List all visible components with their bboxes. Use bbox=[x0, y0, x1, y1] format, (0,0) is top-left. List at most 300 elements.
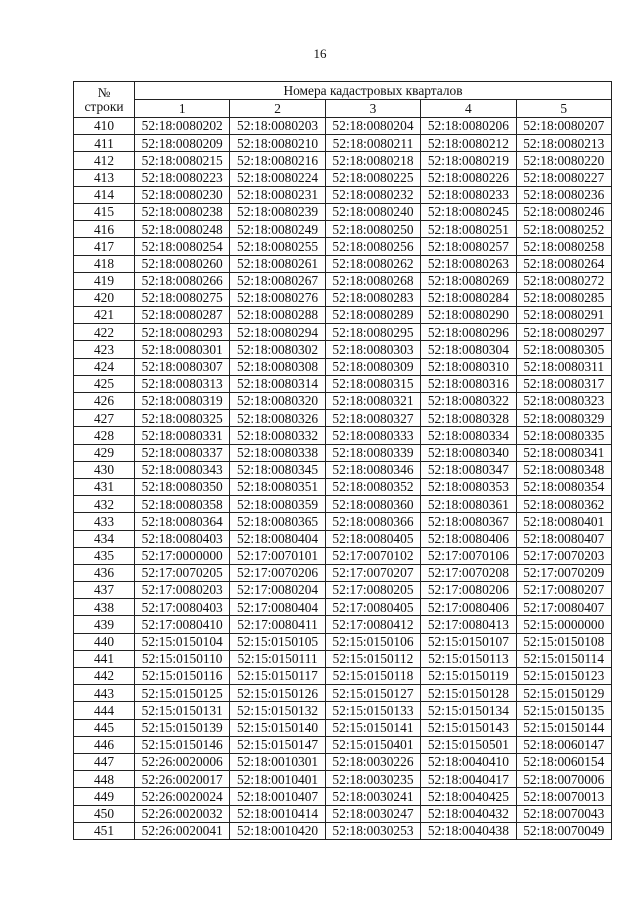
row-number-cell: 433 bbox=[74, 513, 135, 530]
row-number-cell: 442 bbox=[74, 668, 135, 685]
cadastral-number-cell: 52:18:0080289 bbox=[325, 307, 420, 324]
cadastral-number-cell: 52:18:0080346 bbox=[325, 461, 420, 478]
cadastral-number-cell: 52:17:0080203 bbox=[135, 582, 230, 599]
cadastral-number-cell: 52:18:0080227 bbox=[516, 169, 611, 186]
cadastral-number-cell: 52:18:0080285 bbox=[516, 289, 611, 306]
cadastral-number-cell: 52:18:0040425 bbox=[421, 788, 516, 805]
table-row bbox=[74, 203, 612, 220]
cadastral-number-cell: 52:15:0150119 bbox=[421, 668, 516, 685]
cadastral-number-cell: 52:18:0080307 bbox=[135, 358, 230, 375]
table-row bbox=[74, 650, 612, 667]
cadastral-number-cell: 52:18:0080310 bbox=[421, 358, 516, 375]
table-row bbox=[74, 719, 612, 736]
row-number-cell: 449 bbox=[74, 788, 135, 805]
cadastral-number-cell: 52:15:0150104 bbox=[135, 633, 230, 650]
row-number-cell: 418 bbox=[74, 255, 135, 272]
row-number-cell: 439 bbox=[74, 616, 135, 633]
cadastral-number-cell: 52:18:0080258 bbox=[516, 238, 611, 255]
cadastral-number-cell: 52:18:0080334 bbox=[421, 427, 516, 444]
cadastral-number-cell: 52:17:0080206 bbox=[421, 582, 516, 599]
cadastral-number-cell: 52:18:0040432 bbox=[421, 805, 516, 822]
cadastral-number-cell: 52:18:0080365 bbox=[230, 513, 325, 530]
cadastral-number-cell: 52:18:0040438 bbox=[421, 822, 516, 839]
cadastral-number-cell: 52:18:0080225 bbox=[325, 169, 420, 186]
cadastral-number-cell: 52:15:0150501 bbox=[421, 736, 516, 753]
cadastral-number-cell: 52:18:0080322 bbox=[421, 393, 516, 410]
row-number-cell: 417 bbox=[74, 238, 135, 255]
cadastral-number-cell: 52:18:0080268 bbox=[325, 272, 420, 289]
row-number-cell: 413 bbox=[74, 169, 135, 186]
cadastral-number-cell: 52:18:0080202 bbox=[135, 118, 230, 135]
cadastral-number-cell: 52:15:0150401 bbox=[325, 736, 420, 753]
cadastral-number-cell: 52:18:0080326 bbox=[230, 410, 325, 427]
cadastral-number-cell: 52:18:0080206 bbox=[421, 118, 516, 135]
table-row bbox=[74, 478, 612, 495]
table-row bbox=[74, 822, 612, 839]
table-row bbox=[74, 805, 612, 822]
cadastral-number-cell: 52:18:0080213 bbox=[516, 135, 611, 152]
cadastral-number-cell: 52:18:0080404 bbox=[230, 530, 325, 547]
cadastral-number-cell: 52:18:0080337 bbox=[135, 444, 230, 461]
cadastral-number-cell: 52:18:0080218 bbox=[325, 152, 420, 169]
table-row bbox=[74, 375, 612, 392]
table-row bbox=[74, 753, 612, 770]
cadastral-number-cell: 52:18:0080295 bbox=[325, 324, 420, 341]
cadastral-quarters-table bbox=[73, 81, 612, 840]
cadastral-number-cell: 52:15:0150111 bbox=[230, 650, 325, 667]
table-row bbox=[74, 221, 612, 238]
table-row bbox=[74, 427, 612, 444]
table-row bbox=[74, 461, 612, 478]
row-number-cell: 421 bbox=[74, 307, 135, 324]
cadastral-number-cell: 52:15:0150127 bbox=[325, 685, 420, 702]
cadastral-number-cell: 52:18:0080321 bbox=[325, 393, 420, 410]
cadastral-number-cell: 52:18:0080260 bbox=[135, 255, 230, 272]
row-number-cell: 428 bbox=[74, 427, 135, 444]
table-row bbox=[74, 307, 612, 324]
table-row bbox=[74, 582, 612, 599]
row-number-cell: 415 bbox=[74, 203, 135, 220]
cadastral-number-cell: 52:18:0080314 bbox=[230, 375, 325, 392]
cadastral-number-cell: 52:18:0010414 bbox=[230, 805, 325, 822]
row-number-header bbox=[74, 82, 135, 118]
cadastral-number-cell: 52:17:0080207 bbox=[516, 582, 611, 599]
table-row bbox=[74, 289, 612, 306]
cadastral-number-cell: 52:18:0080224 bbox=[230, 169, 325, 186]
cadastral-number-cell: 52:15:0150114 bbox=[516, 650, 611, 667]
row-number-cell: 425 bbox=[74, 375, 135, 392]
cadastral-number-cell: 52:18:0080254 bbox=[135, 238, 230, 255]
cadastral-number-cell: 52:18:0080362 bbox=[516, 496, 611, 513]
cadastral-number-cell: 52:18:0080275 bbox=[135, 289, 230, 306]
table-row bbox=[74, 564, 612, 581]
cadastral-number-cell: 52:18:0080301 bbox=[135, 341, 230, 358]
cadastral-number-cell: 52:18:0080338 bbox=[230, 444, 325, 461]
table-row bbox=[74, 341, 612, 358]
cadastral-number-cell: 52:15:0150132 bbox=[230, 702, 325, 719]
cadastral-number-cell: 52:18:0010301 bbox=[230, 753, 325, 770]
cadastral-number-cell: 52:18:0080240 bbox=[325, 203, 420, 220]
cadastral-number-cell: 52:15:0150106 bbox=[325, 633, 420, 650]
cadastral-number-cell: 52:17:0000000 bbox=[135, 547, 230, 564]
row-number-cell: 445 bbox=[74, 719, 135, 736]
cadastral-number-cell: 52:18:0080236 bbox=[516, 186, 611, 203]
cadastral-number-cell: 52:17:0070101 bbox=[230, 547, 325, 564]
cadastral-number-cell: 52:18:0080331 bbox=[135, 427, 230, 444]
cadastral-number-cell: 52:18:0080250 bbox=[325, 221, 420, 238]
cadastral-number-cell: 52:15:0150147 bbox=[230, 736, 325, 753]
cadastral-number-cell: 52:17:0070209 bbox=[516, 564, 611, 581]
row-number-cell: 451 bbox=[74, 822, 135, 839]
table-row bbox=[74, 358, 612, 375]
cadastral-number-cell: 52:18:0080316 bbox=[421, 375, 516, 392]
cadastral-number-cell: 52:18:0070006 bbox=[516, 771, 611, 788]
cadastral-number-cell: 52:18:0070013 bbox=[516, 788, 611, 805]
row-number-cell: 438 bbox=[74, 599, 135, 616]
cadastral-number-cell: 52:18:0080351 bbox=[230, 478, 325, 495]
cadastral-number-cell: 52:18:0080204 bbox=[325, 118, 420, 135]
cadastral-number-cell: 52:17:0080412 bbox=[325, 616, 420, 633]
cadastral-number-cell: 52:18:0080256 bbox=[325, 238, 420, 255]
cadastral-number-cell: 52:18:0080238 bbox=[135, 203, 230, 220]
cadastral-number-cell: 52:18:0080359 bbox=[230, 496, 325, 513]
row-number-cell: 419 bbox=[74, 272, 135, 289]
cadastral-number-cell: 52:15:0150128 bbox=[421, 685, 516, 702]
cadastral-number-cell: 52:15:0000000 bbox=[516, 616, 611, 633]
row-number-cell: 432 bbox=[74, 496, 135, 513]
cadastral-number-cell: 52:18:0080325 bbox=[135, 410, 230, 427]
row-number-cell: 427 bbox=[74, 410, 135, 427]
cadastral-number-cell: 52:15:0150141 bbox=[325, 719, 420, 736]
cadastral-number-cell: 52:18:0080360 bbox=[325, 496, 420, 513]
row-number-cell: 436 bbox=[74, 564, 135, 581]
row-number-cell: 426 bbox=[74, 393, 135, 410]
cadastral-number-cell: 52:18:0080335 bbox=[516, 427, 611, 444]
cadastral-number-cell: 52:18:0060154 bbox=[516, 753, 611, 770]
cadastral-number-cell: 52:18:0080219 bbox=[421, 152, 516, 169]
cadastral-number-cell: 52:18:0080293 bbox=[135, 324, 230, 341]
cadastral-number-cell: 52:18:0080311 bbox=[516, 358, 611, 375]
cadastral-number-cell: 52:15:0150123 bbox=[516, 668, 611, 685]
row-number-cell: 437 bbox=[74, 582, 135, 599]
cadastral-number-cell: 52:18:0080276 bbox=[230, 289, 325, 306]
cadastral-number-cell: 52:18:0080290 bbox=[421, 307, 516, 324]
cadastral-number-cell: 52:18:0080212 bbox=[421, 135, 516, 152]
table-body bbox=[74, 118, 612, 840]
table-row bbox=[74, 736, 612, 753]
cadastral-number-cell: 52:18:0080367 bbox=[421, 513, 516, 530]
cadastral-number-cell: 52:18:0080296 bbox=[421, 324, 516, 341]
row-number-cell: 443 bbox=[74, 685, 135, 702]
cadastral-number-cell: 52:18:0080266 bbox=[135, 272, 230, 289]
cadastral-number-cell: 52:17:0080410 bbox=[135, 616, 230, 633]
cadastral-number-cell: 52:15:0150107 bbox=[421, 633, 516, 650]
row-number-cell: 446 bbox=[74, 736, 135, 753]
row-number-cell: 440 bbox=[74, 633, 135, 650]
cadastral-number-cell: 52:18:0080261 bbox=[230, 255, 325, 272]
table-row bbox=[74, 135, 612, 152]
column-number-header: 2 bbox=[230, 100, 325, 118]
cadastral-number-cell: 52:18:0080226 bbox=[421, 169, 516, 186]
cadastral-number-cell: 52:18:0080223 bbox=[135, 169, 230, 186]
cadastral-number-cell: 52:18:0080248 bbox=[135, 221, 230, 238]
row-number-cell: 430 bbox=[74, 461, 135, 478]
cadastral-number-cell: 52:18:0080323 bbox=[516, 393, 611, 410]
cadastral-number-cell: 52:15:0150112 bbox=[325, 650, 420, 667]
table-header bbox=[74, 82, 612, 118]
cadastral-number-cell: 52:18:0080303 bbox=[325, 341, 420, 358]
cadastral-number-cell: 52:18:0080245 bbox=[421, 203, 516, 220]
row-number-cell: 412 bbox=[74, 152, 135, 169]
cadastral-number-cell: 52:17:0080413 bbox=[421, 616, 516, 633]
table-row bbox=[74, 444, 612, 461]
cadastral-number-cell: 52:18:0080267 bbox=[230, 272, 325, 289]
column-number-header: 4 bbox=[421, 100, 516, 118]
cadastral-number-cell: 52:15:0150113 bbox=[421, 650, 516, 667]
cadastral-number-cell: 52:17:0070102 bbox=[325, 547, 420, 564]
cadastral-number-cell: 52:18:0030226 bbox=[325, 753, 420, 770]
cadastral-number-cell: 52:18:0080304 bbox=[421, 341, 516, 358]
cadastral-number-cell: 52:15:0150135 bbox=[516, 702, 611, 719]
row-number-cell: 444 bbox=[74, 702, 135, 719]
cadastral-number-cell: 52:15:0150118 bbox=[325, 668, 420, 685]
table-row bbox=[74, 702, 612, 719]
cadastral-number-cell: 52:18:0080291 bbox=[516, 307, 611, 324]
cadastral-number-cell: 52:26:0020017 bbox=[135, 771, 230, 788]
table-row bbox=[74, 238, 612, 255]
cadastral-number-cell: 52:18:0080319 bbox=[135, 393, 230, 410]
row-number-cell: 434 bbox=[74, 530, 135, 547]
table-row bbox=[74, 788, 612, 805]
cadastral-number-cell: 52:18:0080294 bbox=[230, 324, 325, 341]
cadastral-number-cell: 52:17:0080406 bbox=[421, 599, 516, 616]
cadastral-number-cell: 52:18:0080345 bbox=[230, 461, 325, 478]
cadastral-number-cell: 52:18:0080343 bbox=[135, 461, 230, 478]
cadastral-number-cell: 52:15:0150139 bbox=[135, 719, 230, 736]
cadastral-number-cell: 52:15:0150146 bbox=[135, 736, 230, 753]
cadastral-number-cell: 52:18:0080320 bbox=[230, 393, 325, 410]
cadastral-number-cell: 52:17:0070203 bbox=[516, 547, 611, 564]
table-row bbox=[74, 169, 612, 186]
cadastral-number-cell: 52:18:0030235 bbox=[325, 771, 420, 788]
cadastral-number-cell: 52:18:0080207 bbox=[516, 118, 611, 135]
cadastral-number-cell: 52:18:0080405 bbox=[325, 530, 420, 547]
cadastral-number-cell: 52:18:0080328 bbox=[421, 410, 516, 427]
row-number-cell: 447 bbox=[74, 753, 135, 770]
table-row bbox=[74, 547, 612, 564]
cadastral-number-cell: 52:18:0080297 bbox=[516, 324, 611, 341]
row-number-cell: 448 bbox=[74, 771, 135, 788]
cadastral-number-cell: 52:18:0080203 bbox=[230, 118, 325, 135]
cadastral-number-cell: 52:18:0080263 bbox=[421, 255, 516, 272]
cadastral-number-cell: 52:18:0010407 bbox=[230, 788, 325, 805]
cadastral-number-cell: 52:18:0040417 bbox=[421, 771, 516, 788]
cadastral-number-cell: 52:18:0010401 bbox=[230, 771, 325, 788]
cadastral-number-cell: 52:15:0150126 bbox=[230, 685, 325, 702]
group-title-header: Номера кадастровых кварталов bbox=[135, 82, 612, 100]
table-row bbox=[74, 255, 612, 272]
row-number-cell: 416 bbox=[74, 221, 135, 238]
cadastral-number-cell: 52:15:0150110 bbox=[135, 650, 230, 667]
cadastral-number-cell: 52:18:0080264 bbox=[516, 255, 611, 272]
cadastral-number-cell: 52:17:0070205 bbox=[135, 564, 230, 581]
column-number-header: 5 bbox=[516, 100, 611, 118]
cadastral-number-cell: 52:18:0080315 bbox=[325, 375, 420, 392]
cadastral-number-cell: 52:26:0020006 bbox=[135, 753, 230, 770]
column-number-header: 3 bbox=[325, 100, 420, 118]
cadastral-number-cell: 52:17:0080407 bbox=[516, 599, 611, 616]
cadastral-number-cell: 52:18:0030247 bbox=[325, 805, 420, 822]
cadastral-number-cell: 52:18:0080262 bbox=[325, 255, 420, 272]
cadastral-number-cell: 52:17:0070208 bbox=[421, 564, 516, 581]
cadastral-number-cell: 52:15:0150143 bbox=[421, 719, 516, 736]
cadastral-number-cell: 52:18:0080305 bbox=[516, 341, 611, 358]
cadastral-number-cell: 52:18:0080211 bbox=[325, 135, 420, 152]
row-number-cell: 431 bbox=[74, 478, 135, 495]
table-row bbox=[74, 410, 612, 427]
row-number-header-line1: № bbox=[97, 85, 111, 101]
cadastral-number-cell: 52:15:0150134 bbox=[421, 702, 516, 719]
cadastral-number-cell: 52:18:0080406 bbox=[421, 530, 516, 547]
cadastral-number-cell: 52:18:0080327 bbox=[325, 410, 420, 427]
cadastral-number-cell: 52:18:0080350 bbox=[135, 478, 230, 495]
cadastral-number-cell: 52:18:0080209 bbox=[135, 135, 230, 152]
cadastral-number-cell: 52:18:0080401 bbox=[516, 513, 611, 530]
cadastral-number-cell: 52:18:0080358 bbox=[135, 496, 230, 513]
cadastral-number-cell: 52:18:0080246 bbox=[516, 203, 611, 220]
cadastral-number-cell: 52:18:0060147 bbox=[516, 736, 611, 753]
cadastral-number-cell: 52:18:0080341 bbox=[516, 444, 611, 461]
cadastral-number-cell: 52:15:0150144 bbox=[516, 719, 611, 736]
cadastral-number-cell: 52:26:0020024 bbox=[135, 788, 230, 805]
cadastral-number-cell: 52:17:0070207 bbox=[325, 564, 420, 581]
cadastral-number-cell: 52:15:0150140 bbox=[230, 719, 325, 736]
cadastral-number-cell: 52:18:0080287 bbox=[135, 307, 230, 324]
row-number-cell: 450 bbox=[74, 805, 135, 822]
cadastral-number-cell: 52:18:0080210 bbox=[230, 135, 325, 152]
cadastral-number-cell: 52:18:0080257 bbox=[421, 238, 516, 255]
table-row bbox=[74, 530, 612, 547]
cadastral-number-cell: 52:18:0080329 bbox=[516, 410, 611, 427]
cadastral-number-cell: 52:18:0080317 bbox=[516, 375, 611, 392]
row-number-cell: 423 bbox=[74, 341, 135, 358]
cadastral-number-cell: 52:18:0080251 bbox=[421, 221, 516, 238]
cadastral-number-cell: 52:18:0030241 bbox=[325, 788, 420, 805]
cadastral-number-cell: 52:17:0070106 bbox=[421, 547, 516, 564]
table-row bbox=[74, 496, 612, 513]
cadastral-number-cell: 52:18:0080302 bbox=[230, 341, 325, 358]
cadastral-number-cell: 52:18:0080364 bbox=[135, 513, 230, 530]
cadastral-number-cell: 52:15:0150129 bbox=[516, 685, 611, 702]
table-row bbox=[74, 616, 612, 633]
cadastral-number-cell: 52:18:0080361 bbox=[421, 496, 516, 513]
cadastral-number-cell: 52:18:0080230 bbox=[135, 186, 230, 203]
cadastral-number-cell: 52:18:0080288 bbox=[230, 307, 325, 324]
cadastral-number-cell: 52:18:0080269 bbox=[421, 272, 516, 289]
table-row bbox=[74, 771, 612, 788]
row-number-header-line2: строки bbox=[84, 98, 124, 114]
cadastral-number-cell: 52:26:0020041 bbox=[135, 822, 230, 839]
cadastral-number-cell: 52:18:0080216 bbox=[230, 152, 325, 169]
column-number-header: 1 bbox=[135, 100, 230, 118]
cadastral-number-cell: 52:18:0080353 bbox=[421, 478, 516, 495]
cadastral-number-cell: 52:18:0080231 bbox=[230, 186, 325, 203]
cadastral-number-cell: 52:18:0080233 bbox=[421, 186, 516, 203]
cadastral-number-cell: 52:18:0070049 bbox=[516, 822, 611, 839]
cadastral-number-cell: 52:18:0080339 bbox=[325, 444, 420, 461]
table-row bbox=[74, 118, 612, 135]
cadastral-number-cell: 52:15:0150108 bbox=[516, 633, 611, 650]
cadastral-number-cell: 52:15:0150116 bbox=[135, 668, 230, 685]
table-row bbox=[74, 393, 612, 410]
cadastral-number-cell: 52:18:0080308 bbox=[230, 358, 325, 375]
cadastral-number-cell: 52:18:0080272 bbox=[516, 272, 611, 289]
cadastral-number-cell: 52:18:0080407 bbox=[516, 530, 611, 547]
cadastral-number-cell: 52:18:0080252 bbox=[516, 221, 611, 238]
cadastral-number-cell: 52:15:0150131 bbox=[135, 702, 230, 719]
cadastral-number-cell: 52:18:0080313 bbox=[135, 375, 230, 392]
row-number-cell: 411 bbox=[74, 135, 135, 152]
cadastral-number-cell: 52:15:0150125 bbox=[135, 685, 230, 702]
page-number: 16 bbox=[313, 46, 327, 61]
cadastral-number-cell: 52:18:0040410 bbox=[421, 753, 516, 770]
cadastral-number-cell: 52:15:0150133 bbox=[325, 702, 420, 719]
cadastral-number-cell: 52:18:0010420 bbox=[230, 822, 325, 839]
cadastral-number-cell: 52:18:0080403 bbox=[135, 530, 230, 547]
row-number-cell: 424 bbox=[74, 358, 135, 375]
cadastral-number-cell: 52:17:0080403 bbox=[135, 599, 230, 616]
cadastral-number-cell: 52:18:0080333 bbox=[325, 427, 420, 444]
cadastral-number-cell: 52:18:0080332 bbox=[230, 427, 325, 444]
cadastral-number-cell: 52:15:0150117 bbox=[230, 668, 325, 685]
cadastral-number-cell: 52:17:0080205 bbox=[325, 582, 420, 599]
cadastral-number-cell: 52:18:0080249 bbox=[230, 221, 325, 238]
cadastral-number-cell: 52:18:0080215 bbox=[135, 152, 230, 169]
table-row bbox=[74, 324, 612, 341]
cadastral-number-cell: 52:18:0080239 bbox=[230, 203, 325, 220]
cadastral-number-cell: 52:17:0080204 bbox=[230, 582, 325, 599]
cadastral-number-cell: 52:18:0080283 bbox=[325, 289, 420, 306]
cadastral-number-cell: 52:18:0080284 bbox=[421, 289, 516, 306]
table-row bbox=[74, 599, 612, 616]
table-row bbox=[74, 633, 612, 650]
row-number-cell: 410 bbox=[74, 118, 135, 135]
row-number-cell: 441 bbox=[74, 650, 135, 667]
cadastral-number-cell: 52:18:0080348 bbox=[516, 461, 611, 478]
row-number-cell: 414 bbox=[74, 186, 135, 203]
cadastral-number-cell: 52:18:0070043 bbox=[516, 805, 611, 822]
table-row bbox=[74, 272, 612, 289]
cadastral-number-cell: 52:17:0070206 bbox=[230, 564, 325, 581]
row-number-cell: 422 bbox=[74, 324, 135, 341]
cadastral-number-cell: 52:17:0080405 bbox=[325, 599, 420, 616]
cadastral-number-cell: 52:18:0080255 bbox=[230, 238, 325, 255]
row-number-cell: 420 bbox=[74, 289, 135, 306]
cadastral-number-cell: 52:17:0080411 bbox=[230, 616, 325, 633]
table-row bbox=[74, 186, 612, 203]
table-row bbox=[74, 668, 612, 685]
cadastral-number-cell: 52:18:0080220 bbox=[516, 152, 611, 169]
cadastral-number-cell: 52:26:0020032 bbox=[135, 805, 230, 822]
table-row bbox=[74, 152, 612, 169]
row-number-cell: 429 bbox=[74, 444, 135, 461]
cadastral-number-cell: 52:18:0080352 bbox=[325, 478, 420, 495]
cadastral-number-cell: 52:18:0080347 bbox=[421, 461, 516, 478]
cadastral-number-cell: 52:18:0080232 bbox=[325, 186, 420, 203]
cadastral-number-cell: 52:15:0150105 bbox=[230, 633, 325, 650]
table-row bbox=[74, 513, 612, 530]
row-number-cell: 435 bbox=[74, 547, 135, 564]
